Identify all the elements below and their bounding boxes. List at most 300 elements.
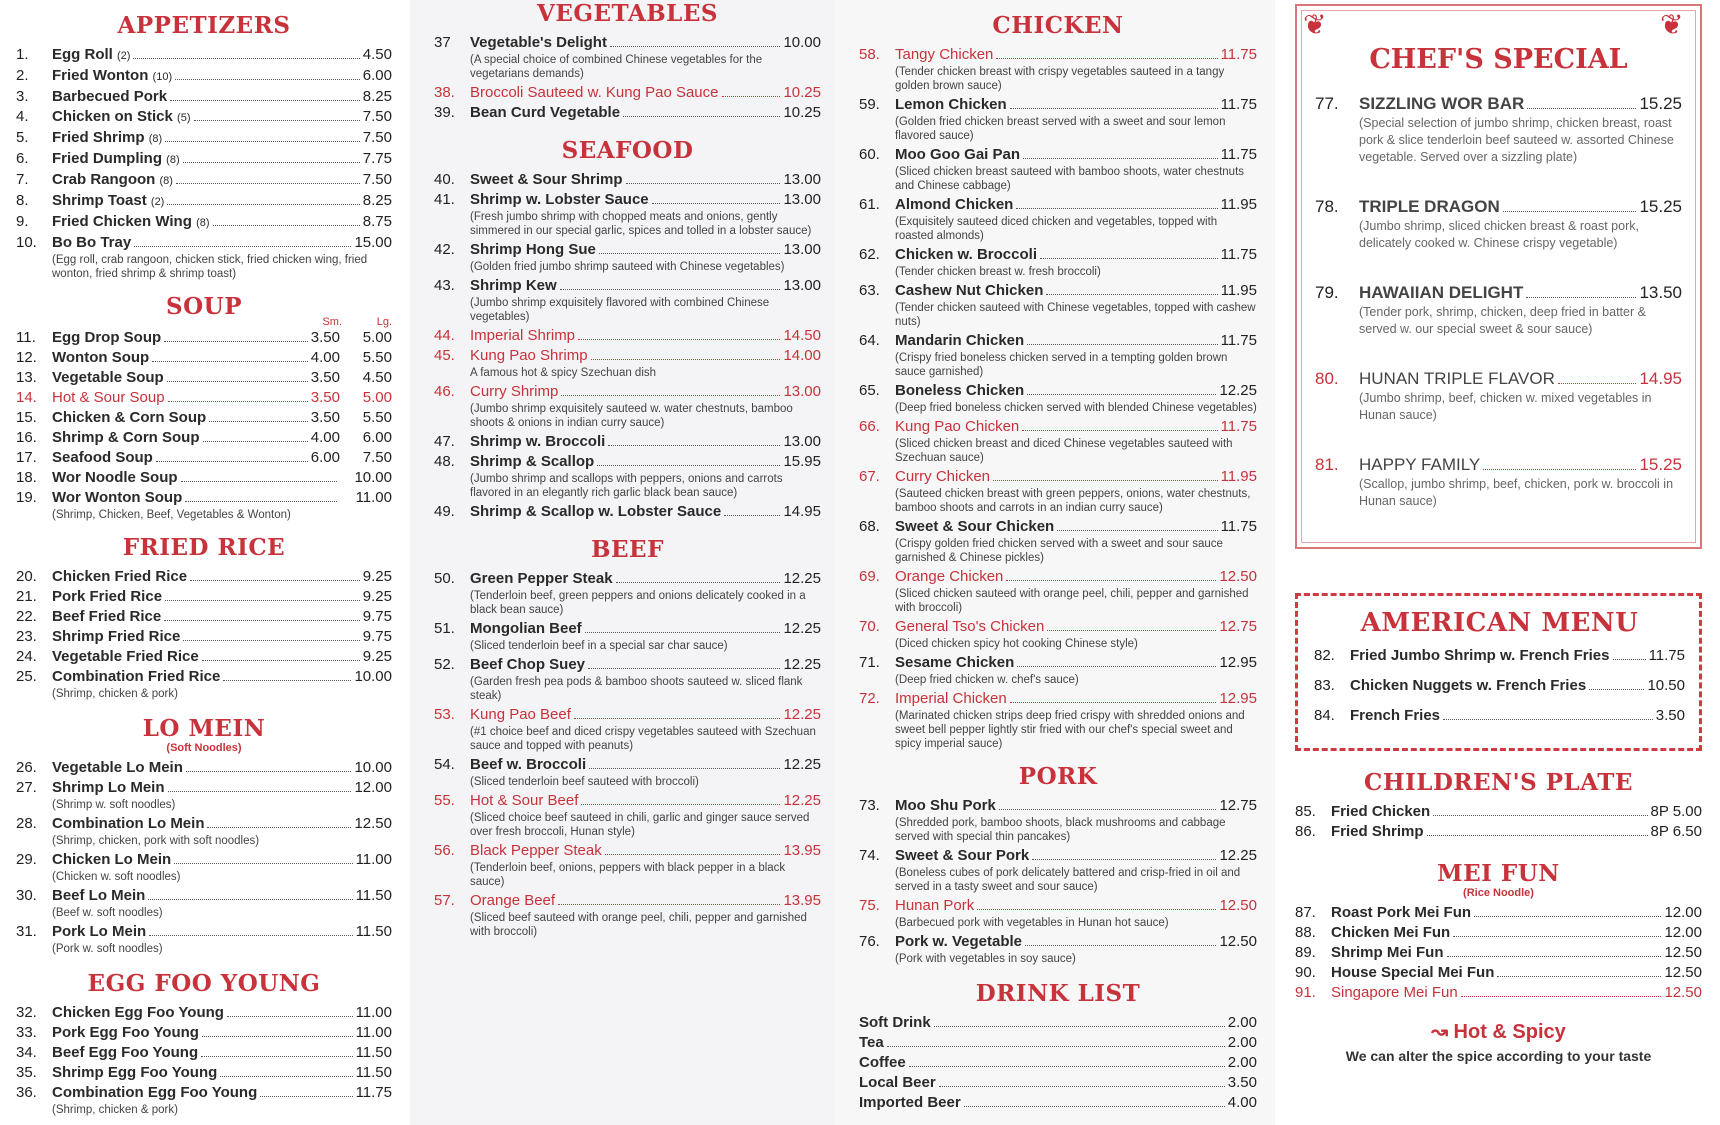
- item-price: 12.25: [783, 756, 821, 773]
- dot-leader: [170, 100, 360, 101]
- item-name: [895, 567, 1003, 587]
- menu-item: [16, 850, 392, 884]
- dot-leader: [578, 339, 780, 340]
- item-name: [52, 886, 145, 906]
- menu-item-row: [16, 368, 392, 388]
- menu-item: [16, 448, 392, 468]
- item-price: 8.25: [362, 192, 392, 209]
- menu-item: [16, 408, 392, 428]
- item-name-text: Fried Wonton: [52, 67, 149, 84]
- menu-item-row: [859, 1013, 1257, 1033]
- item-number: 86.: [1295, 823, 1316, 840]
- menu-item-row: [434, 452, 821, 472]
- item-number: 65.: [859, 382, 880, 399]
- menu-item: [1314, 646, 1685, 666]
- american-menu-list: [1314, 646, 1685, 726]
- dot-leader: [616, 582, 781, 583]
- menu-item-row: [1295, 943, 1702, 963]
- menu-item-row: [859, 932, 1257, 952]
- item-number: 74.: [859, 847, 880, 864]
- menu-item: [434, 382, 821, 430]
- item-price-large: 5.00: [362, 329, 392, 346]
- appetizers-list: [16, 45, 392, 281]
- menu-item: [16, 758, 392, 778]
- menu-item: [1315, 282, 1682, 338]
- item-name: [470, 569, 613, 589]
- menu-item: [859, 467, 1257, 515]
- item-number: 36.: [16, 1084, 37, 1101]
- childrens-plate-list: [1295, 802, 1702, 842]
- dot-leader: [1017, 666, 1216, 667]
- menu-item-row: [16, 170, 392, 191]
- item-price: 14.00: [783, 347, 821, 364]
- beef-title: BEEF: [591, 536, 664, 563]
- item-name-text: Green Pepper Steak: [470, 570, 613, 587]
- item-name: [52, 627, 180, 647]
- item-name-text: Pork Fried Rice: [52, 588, 163, 605]
- item-name: [859, 1093, 961, 1113]
- item-price: 12.50: [1219, 568, 1257, 585]
- dot-leader: [183, 162, 360, 163]
- item-number: 30.: [16, 887, 37, 904]
- item-name-text: Wor Noodle Soup: [52, 469, 178, 486]
- menu-item: [16, 128, 392, 149]
- menu-item-row: [859, 653, 1257, 673]
- menu-item: [16, 107, 392, 128]
- menu-item-row: [434, 83, 821, 103]
- item-price: 13.00: [783, 171, 821, 188]
- item-price: 7.50: [362, 129, 392, 146]
- dot-leader: [183, 640, 359, 641]
- dot-leader: [148, 899, 352, 900]
- menu-item: [434, 170, 821, 190]
- childrens-plate-title: CHILDREN'S PLATE: [1364, 769, 1633, 796]
- item-name-text: Sweet & Sour Shrimp: [470, 171, 623, 188]
- menu-item-row: [16, 428, 392, 448]
- item-price: 7.50: [362, 108, 392, 125]
- dot-leader: [1010, 702, 1217, 703]
- pepper-icon: ↝: [1431, 1021, 1454, 1043]
- menu-item: [434, 755, 821, 789]
- item-name-text: Hunan Pork: [895, 897, 975, 914]
- item-name: [895, 896, 974, 916]
- item-price: 14.95: [783, 503, 821, 520]
- item-name-text: Combination Egg Foo Young: [52, 1084, 258, 1101]
- item-number: 3.: [16, 88, 29, 105]
- dot-leader: [724, 515, 780, 516]
- item-number: 24.: [16, 648, 37, 665]
- item-number: 8.: [16, 192, 29, 209]
- dot-leader: [599, 253, 781, 254]
- item-number: 13.: [16, 369, 37, 386]
- item-name: [1359, 196, 1500, 218]
- menu-item: [16, 233, 392, 281]
- item-name-text: Moo Shu Pork: [895, 797, 996, 814]
- menu-item: [16, 368, 392, 388]
- menu-item: [434, 619, 821, 653]
- item-name-text: Egg Roll: [52, 46, 113, 63]
- item-name-text: Fried Shrimp: [52, 129, 145, 146]
- dot-leader: [561, 395, 780, 396]
- menu-item: [434, 655, 821, 703]
- menu-item-row: [859, 1093, 1257, 1113]
- item-price: 2.00: [1227, 1034, 1257, 1051]
- dot-leader: [588, 668, 780, 669]
- item-number: 32.: [16, 1004, 37, 1021]
- item-name: [859, 1033, 884, 1053]
- item-name: [52, 66, 172, 87]
- menu-item-row: [434, 432, 821, 452]
- item-number: 34.: [16, 1044, 37, 1061]
- item-name: [859, 1073, 936, 1093]
- dot-leader: [623, 116, 780, 117]
- item-name: [470, 619, 582, 639]
- menu-item: [1295, 963, 1702, 983]
- item-name: [895, 331, 1024, 351]
- item-name: [470, 655, 585, 675]
- item-description: (Shrimp, chicken, pork with soft noodles): [52, 835, 260, 847]
- item-number: 87.: [1295, 904, 1316, 921]
- item-description: (Sliced tenderloin beef in a special sar char sauce): [470, 640, 728, 652]
- seafood-title: SEAFOOD: [561, 137, 694, 164]
- item-name-text: Sweet & Sour Chicken: [895, 518, 1055, 535]
- item-name: [895, 846, 1029, 866]
- item-name-text: Kung Pao Shrimp: [470, 347, 588, 364]
- item-price: 13.00: [783, 191, 821, 208]
- menu-item: [859, 932, 1257, 966]
- item-name: [895, 45, 993, 65]
- menu-item-row: [16, 328, 392, 348]
- item-name: [895, 617, 1044, 637]
- item-name-text: Vegetable Lo Mein: [52, 759, 183, 776]
- item-name-text: HUNAN TRIPLE FLAVOR: [1359, 369, 1555, 388]
- item-price: 13.95: [783, 892, 821, 909]
- item-name: [895, 689, 1007, 709]
- item-number: 73.: [859, 797, 880, 814]
- item-number: 52.: [434, 656, 455, 673]
- item-price: 11.75: [1220, 518, 1257, 535]
- item-name-text: Vegetable's Delight: [470, 34, 607, 51]
- item-name: [52, 850, 171, 870]
- item-name: [470, 755, 586, 775]
- dot-leader: [939, 1086, 1225, 1087]
- item-description: (Jumbo shrimp exquisitely flavored with combined Chinese vegetables): [470, 297, 770, 323]
- menu-item: [859, 245, 1257, 279]
- menu-item: [16, 1083, 392, 1117]
- item-number: 42.: [434, 241, 455, 258]
- menu-item: [434, 841, 821, 889]
- item-number: 46.: [434, 383, 455, 400]
- item-name: [470, 382, 558, 402]
- menu-item: [16, 627, 392, 647]
- menu-item-row: [1295, 923, 1702, 943]
- item-price: 12.00: [354, 779, 392, 796]
- item-name: [470, 276, 557, 296]
- menu-item-row: [434, 382, 821, 402]
- item-name-text: Shrimp Toast: [52, 192, 147, 209]
- menu-item-row: [16, 567, 392, 587]
- item-name: [895, 517, 1054, 537]
- menu-item-row: [1295, 963, 1702, 983]
- item-name: [1331, 983, 1458, 1003]
- item-name: [52, 149, 180, 170]
- item-description: (Sliced tenderloin beef sauteed with broccoli): [470, 776, 699, 788]
- chefs-special-box: [1295, 4, 1702, 549]
- menu-item-row: [16, 850, 392, 870]
- item-number: 38.: [434, 84, 455, 101]
- dot-leader: [1527, 108, 1636, 109]
- dot-leader: [589, 768, 780, 769]
- menu-item-row: [16, 667, 392, 687]
- menu-item-row: [1315, 368, 1682, 390]
- item-quantity: (8): [166, 154, 180, 166]
- item-description: (Fresh jumbo shrimp with chopped meats and onions, gently simmered in our special garlic, spices and tolled in a lobster sauce): [470, 211, 812, 237]
- dot-leader: [175, 79, 360, 80]
- item-name: [470, 791, 578, 811]
- menu-item-row: [16, 1063, 392, 1083]
- dot-leader: [1032, 859, 1216, 860]
- item-name-text: Bo Bo Tray: [52, 234, 132, 251]
- american-menu-title: AMERICAN MENU: [1360, 608, 1639, 638]
- dot-leader: [167, 381, 308, 382]
- menu-item-row: [859, 331, 1257, 351]
- item-number: 15.: [16, 409, 37, 426]
- menu-item: [16, 587, 392, 607]
- dot-leader: [996, 58, 1217, 59]
- item-price: 11.00: [355, 851, 392, 868]
- dot-leader: [1447, 956, 1662, 957]
- item-price: 2.00: [1227, 1014, 1257, 1031]
- item-price: 13.00: [783, 433, 821, 450]
- menu-item-row: [434, 619, 821, 639]
- dot-leader: [1503, 211, 1637, 212]
- item-name-text: Fried Jumbo Shrimp w. French Fries: [1350, 647, 1610, 664]
- dot-leader: [1006, 580, 1216, 581]
- menu-item-row: [1315, 196, 1682, 218]
- item-description: (Golden fried jumbo shrimp sauteed with Chinese vegetables): [470, 261, 785, 273]
- item-number: 31.: [16, 923, 37, 940]
- menu-item: [434, 33, 821, 81]
- item-description: (Tenderloin beef, green peppers and onions delicately cooked in a black bean sauce): [470, 590, 806, 616]
- item-price: 12.50: [1664, 984, 1702, 1001]
- dot-leader: [1453, 936, 1661, 937]
- dot-leader: [558, 904, 780, 905]
- item-description: (Golden fried chicken breast served with a sweet and sour lemon flavored sauce): [895, 116, 1226, 142]
- item-price: 15.25: [1639, 455, 1682, 474]
- item-description: (#1 choice beef and diced crispy vegetables sauteed with Szechuan sauce and topped with peanuts): [470, 726, 816, 752]
- menu-item-row: [859, 95, 1257, 115]
- item-name: [52, 212, 210, 233]
- menu-item: [859, 689, 1257, 751]
- item-name-text: Boneless Chicken: [895, 382, 1025, 399]
- item-price-large: 6.00: [362, 429, 392, 446]
- menu-item-row: [434, 190, 821, 210]
- menu-item-row: [434, 791, 821, 811]
- pork-title: PORK: [1018, 763, 1098, 790]
- menu-item-row: [16, 66, 392, 87]
- menu-item: [434, 326, 821, 346]
- item-name: [52, 922, 146, 942]
- item-description: (Exquisitely sauteed diced chicken and vegetables, topped with roasted almonds): [895, 216, 1218, 242]
- item-description: (Boneless cubes of pork delicately battered and crisp-fried in oil and served in a tasty sweet and sour sauce): [895, 867, 1241, 893]
- item-price: 10.00: [354, 759, 392, 776]
- item-name: [470, 326, 575, 346]
- menu-item: [16, 468, 392, 488]
- menu-item-row: [859, 896, 1257, 916]
- item-name: [52, 170, 173, 191]
- menu-item: [859, 846, 1257, 894]
- dot-leader: [202, 660, 360, 661]
- item-price: 12.25: [783, 620, 821, 637]
- menu-item-row: [16, 128, 392, 149]
- item-name-text: Vegetable Soup: [52, 369, 164, 386]
- item-name: [52, 1063, 217, 1083]
- menu-item-row: [434, 326, 821, 346]
- dot-leader: [597, 465, 780, 466]
- item-price-large: 5.50: [362, 349, 392, 366]
- item-name: [470, 170, 623, 190]
- item-price: 12.50: [1219, 933, 1257, 950]
- item-description: A famous hot & spicy Szechuan dish: [470, 367, 657, 379]
- menu-item-row: [859, 617, 1257, 637]
- appetizers-title: APPETIZERS: [117, 12, 291, 39]
- item-description: (A special choice of combined Chinese vegetables for the vegetarians demands): [470, 54, 763, 80]
- item-name-text: HAPPY FAMILY: [1359, 455, 1481, 474]
- menu-item-row: [859, 145, 1257, 165]
- item-number: 60.: [859, 146, 880, 163]
- item-number: 59.: [859, 96, 880, 113]
- menu-item: [434, 569, 821, 617]
- menu-item-row: [16, 1043, 392, 1063]
- menu-item: [859, 653, 1257, 687]
- item-description: (Sauteed chicken breast with green peppers, onions, water chestnuts, bamboo shoots and carrots in an indian curry sauce): [895, 488, 1251, 514]
- item-number: 91.: [1295, 984, 1316, 1001]
- menu-item-row: [434, 33, 821, 53]
- menu-item: [859, 517, 1257, 565]
- dot-leader: [174, 863, 352, 864]
- menu-item-row: [859, 281, 1257, 301]
- item-price-large: 5.00: [362, 389, 392, 406]
- dot-leader: [165, 600, 360, 601]
- item-description: (Crispy golden fried chicken served with a sweet and sour sauce garnished & Chinese pickles): [895, 538, 1223, 564]
- item-name-text: Soft Drink: [859, 1014, 931, 1031]
- item-name-text: Almond Chicken: [895, 196, 1014, 213]
- menu-item-row: [1295, 983, 1702, 1003]
- item-name-text: Beef Chop Suey: [470, 656, 586, 673]
- item-description: (Beef w. soft noodles): [52, 907, 163, 919]
- item-quantity: (10): [152, 71, 173, 83]
- item-name-text: Hot & Sour Soup: [52, 389, 165, 406]
- item-price: 11.75: [355, 1084, 392, 1101]
- dot-leader: [999, 809, 1217, 810]
- item-price: 10.00: [783, 34, 821, 51]
- item-price: 11.95: [1220, 468, 1257, 485]
- menu-item: [16, 1063, 392, 1083]
- menu-item: [1315, 196, 1682, 252]
- item-price: 11.50: [355, 887, 392, 904]
- item-description: (Pork w. soft noodles): [52, 943, 163, 955]
- menu-item-row: [434, 103, 821, 123]
- item-number: 90.: [1295, 964, 1316, 981]
- item-price: 3.50: [1655, 707, 1685, 724]
- menu-item: [16, 778, 392, 812]
- item-number: 88.: [1295, 924, 1316, 941]
- item-price: 12.25: [783, 706, 821, 723]
- item-price: 15.25: [1639, 94, 1682, 113]
- item-name-text: Beef w. Broccoli: [470, 756, 587, 773]
- item-name: [1359, 368, 1555, 390]
- dot-leader: [605, 854, 781, 855]
- menu-item-row: [16, 587, 392, 607]
- seafood-list: [434, 170, 821, 522]
- menu-item-row: [859, 517, 1257, 537]
- item-name-text: Barbecued Pork: [52, 88, 168, 105]
- item-name-text: Shrimp Lo Mein: [52, 779, 165, 796]
- item-number: 66.: [859, 418, 880, 435]
- menu-item-row: [859, 567, 1257, 587]
- dot-leader: [152, 361, 308, 362]
- item-name-text: Shrimp w. Lobster Sauce: [470, 191, 649, 208]
- item-price-small: 3.50: [310, 409, 340, 426]
- dot-leader: [1483, 469, 1636, 470]
- item-description: (Shrimp, chicken & pork): [52, 1104, 178, 1116]
- item-number: 29.: [16, 851, 37, 868]
- item-name: [52, 328, 161, 348]
- item-name: [470, 103, 620, 123]
- item-price: 9.75: [362, 608, 392, 625]
- menu-item-row: [859, 467, 1257, 487]
- item-name-text: Kung Pao Beef: [470, 706, 571, 723]
- item-name: [1350, 706, 1440, 726]
- item-name: [1359, 93, 1524, 115]
- item-name: [52, 814, 204, 834]
- item-description: (Sliced chicken breast sauteed with bamboo shoots, water chestnuts and Chinese cabbage): [895, 166, 1245, 192]
- menu-item-row: [859, 381, 1257, 401]
- menu-item: [16, 607, 392, 627]
- menu-item-row: [859, 45, 1257, 65]
- menu-item-row: [16, 886, 392, 906]
- menu-item: [16, 1043, 392, 1063]
- menu-item: [1315, 454, 1682, 510]
- item-description: (Shredded pork, bamboo shoots, black mushrooms and cabbage served with special thin pancakes): [895, 817, 1226, 843]
- item-quantity: (8): [159, 175, 173, 187]
- item-number: 19.: [16, 489, 37, 506]
- item-number: 84.: [1314, 707, 1335, 724]
- item-name-text: Fried Dumpling: [52, 150, 162, 167]
- item-name: [52, 191, 164, 212]
- item-name-text: Cashew Nut Chicken: [895, 282, 1044, 299]
- item-description: (Sliced choice beef sauteed in chili, garlic and ginger sauce served over fresh broccoli, Hunan style): [470, 812, 810, 838]
- item-name: [52, 778, 165, 798]
- menu-item: [1295, 943, 1702, 963]
- item-number: 9.: [16, 213, 29, 230]
- menu-item-row: [16, 758, 392, 778]
- dot-leader: [223, 680, 351, 681]
- item-name: [895, 653, 1014, 673]
- chefs-special-list: [1315, 93, 1682, 510]
- menu-item: [859, 195, 1257, 243]
- menu-item: [16, 667, 392, 701]
- dot-leader: [1461, 996, 1662, 997]
- item-number: 49.: [434, 503, 455, 520]
- menu-item: [16, 428, 392, 448]
- menu-item: [1314, 706, 1685, 726]
- dot-leader: [168, 791, 352, 792]
- menu-item: [434, 452, 821, 500]
- item-name-text: Tea: [859, 1034, 884, 1051]
- item-number: 10.: [16, 234, 37, 251]
- dot-leader: [964, 1106, 1225, 1107]
